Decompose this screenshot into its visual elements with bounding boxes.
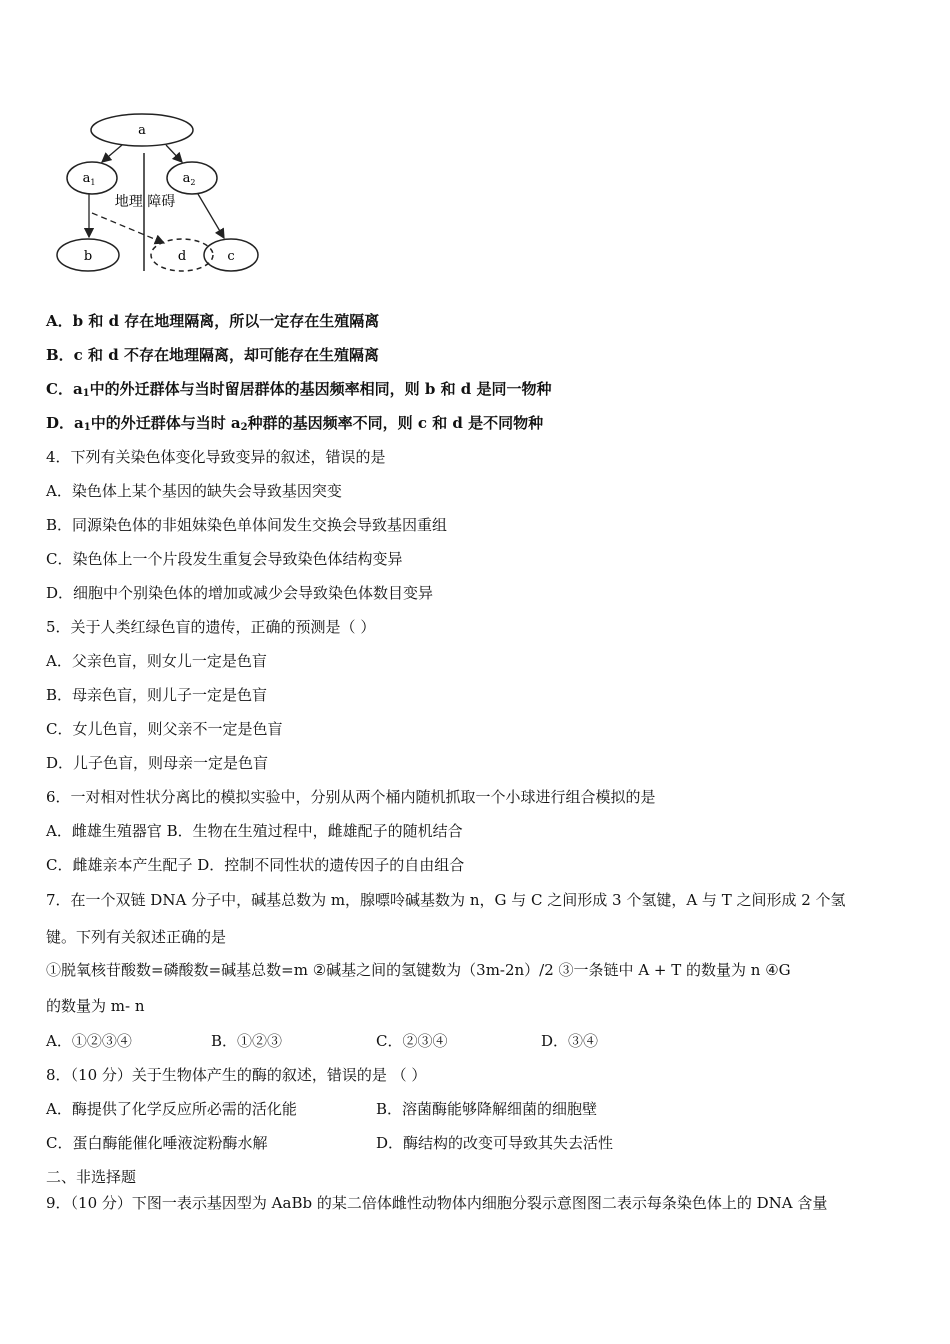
q9-stem: 9．（10 分）下图一表示基因型为 AaBb 的某二倍体雌性动物体内细胞分裂示意图图二表示每条染色体上的 DNA 含量 [46,1194,828,1212]
q7-option-d: D．③④ [541,1032,599,1050]
node-b-label: b [83,249,93,264]
node-a1-label: $a_1$ [82,171,96,187]
node-a2-label: $a_2$ [182,171,196,187]
q3-option-b: B．c 和 d 不存在地理隔离，却可能存在生殖隔离 [46,346,379,364]
q5-option-b: B．母亲色盲，则儿子一定是色盲 [46,686,268,704]
q6-options-ab: A．雌雄生殖器官 B．生物在生殖过程中，雌雄配子的随机结合 [46,822,463,840]
q6-stem: 6．一对相对性状分离比的模拟实验中，分别从两个桶内随机抓取一个小球进行组合模拟的是 [46,788,656,806]
q3-option-a: A．b 和 d 存在地理隔离，所以一定存在生殖隔离 [46,312,380,330]
q8-option-d: D．酶结构的改变可导致其失去活性 [376,1134,614,1152]
speciation-diagram [44,105,274,285]
q8-stem: 8．（10 分）关于生物体产生的酶的叙述，错误的是 （ ） [46,1066,427,1084]
q8-option-c: C．蛋白酶能催化唾液淀粉酶水解 [46,1134,268,1152]
node-d-label: d [177,249,187,264]
q7-items-line2: 的数量为 m- n [46,997,145,1015]
q4-option-d: D．细胞中个别染色体的增加或减少会导致染色体数目变异 [46,584,434,602]
q6-options-cd: C．雌雄亲本产生配子 D．控制不同性状的遗传因子的自由组合 [46,856,465,874]
q7-items-line1: ①脱氧核苷酸数=磷酸数=碱基总数=m ②碱基之间的氢键数为（3m-2n）/2 ③一条链中 A + T 的数量为 n ④G [46,961,791,979]
q4-stem: 4．下列有关染色体变化导致变异的叙述，错误的是 [46,448,386,466]
section-heading: 二、非选择题 [46,1168,137,1186]
q7-stem-line1: 7．在一个双链 DNA 分子中，碱基总数为 m，腺嘌呤碱基数为 n，G 与 C 之间形成 3 个氢键，A 与 T 之间形成 2 个氢 [46,891,846,909]
q7-option-a: A．①②③④ [46,1032,132,1050]
q4-option-b: B．同源染色体的非姐妹染色单体间发生交换会导致基因重组 [46,516,448,534]
q8-option-a: A．酶提供了化学反应所必需的活化能 [46,1100,297,1118]
q5-stem: 5．关于人类红绿色盲的遗传，正确的预测是（ ） [46,618,376,636]
q4-option-a: A．染色体上某个基因的缺失会导致基因突变 [46,482,342,500]
q5-option-a: A．父亲色盲，则女儿一定是色盲 [46,652,267,670]
q8-option-b: B．溶菌酶能够降解细菌的细胞壁 [376,1100,598,1118]
q7-option-b: B．①②③ [211,1032,283,1050]
q5-option-c: C．女儿色盲，则父亲不一定是色盲 [46,720,283,738]
node-c-label: c [227,249,235,264]
q7-option-c: C．②③④ [376,1032,448,1050]
q5-option-d: D．儿子色盲，则母亲一定是色盲 [46,754,269,772]
q3-option-c: C．$a_1$中的外迁群体与当时留居群体的基因频率相同，则 b 和 d 是同一物种 [46,380,552,399]
q7-stem-line2: 键。下列有关叙述正确的是 [46,928,227,946]
q4-option-c: C．染色体上一个片段发生重复会导致染色体结构变异 [46,550,403,568]
node-a-label: a [138,123,146,138]
barrier-label: 地理 障碍 [114,194,176,210]
q3-option-d: D．$a_1$中的外迁群体与当时 $a_2$种群的基因频率不同，则 c 和 d 是不同物种 [46,414,544,433]
